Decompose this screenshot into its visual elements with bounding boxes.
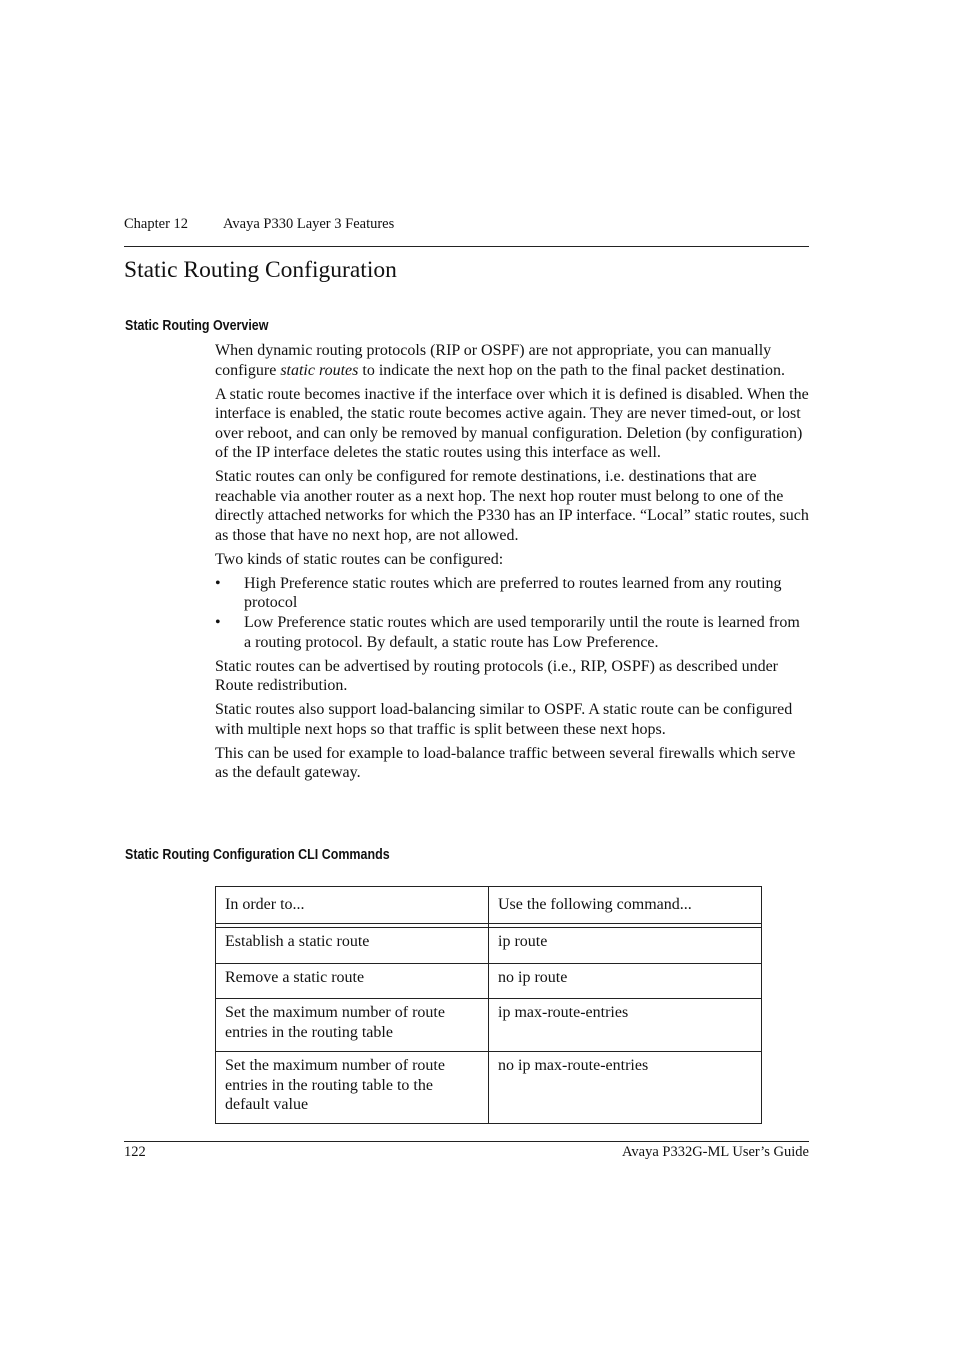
table-row — [216, 1052, 762, 1124]
overview-paragraph-3: Static routes can only be configured for remote destinations, i.e. destinations that are reachable via another router as a next hop. The next hop router must belong to one of the directly attached networks for which the P330 has an IP interface. “Local” static routes, such as those that have no next hop, are not allowed. — [215, 468, 809, 544]
static-routes-term: static routes — [280, 361, 359, 379]
page-number: 122 — [124, 1144, 146, 1160]
table-header-row — [216, 887, 762, 924]
command-cell: no ip route — [489, 963, 762, 999]
overview-paragraph-1: When dynamic routing protocols (RIP or OSPF) are not appropriate, you can manually configure static routes to indicate the next hop on the path to the final packet destination. — [215, 342, 785, 379]
table-row — [216, 928, 762, 964]
route-kinds-list — [215, 574, 810, 653]
running-header — [124, 216, 808, 233]
task-cell: Remove a static route — [216, 963, 489, 999]
overview-body — [215, 341, 810, 787]
chapter-number: Chapter 12 — [124, 216, 189, 232]
column-header: In order to... — [216, 887, 489, 924]
overview-paragraph-5: Static routes can be advertised by routing protocols (i.e., RIP, OSPF) as described under Route redistribution. — [215, 657, 778, 694]
cli-command-table — [215, 886, 762, 1124]
overview-paragraph-6: Static routes also support load-balancing similar to OSPF. A static route can be configured with multiple next hops so that traffic is split between these next hops. — [215, 701, 793, 738]
guide-title: Avaya P332G-ML User’s Guide — [622, 1144, 809, 1160]
list-item: • High Preference static routes which are preferred to routes learned from any routing protocol — [215, 574, 782, 611]
chapter-title: Avaya P330 Layer 3 Features — [223, 216, 395, 232]
overview-paragraph-4: Two kinds of static routes can be configured: — [215, 550, 504, 568]
table-row — [216, 963, 762, 999]
column-header: Use the following command... — [489, 887, 762, 924]
task-cell: Set the maximum number of route entries in the routing table — [216, 999, 489, 1052]
list-item: • Low Preference static routes which are used temporarily until the route is learned from a routing protocol. By default, a static route has Low Preference. — [215, 614, 800, 651]
overview-paragraph-7: This can be used for example to load-balance traffic between several firewalls which serve as the default gateway. — [215, 744, 796, 781]
command-cell: ip route — [489, 928, 762, 964]
cli-heading: Static Routing Configuration CLI Commands — [125, 847, 390, 863]
task-cell: Establish a static route — [216, 928, 489, 964]
task-cell: Set the maximum number of route entries in the routing table to the default value — [216, 1052, 489, 1124]
bullet-icon: • — [215, 574, 221, 592]
footer-rule — [124, 1141, 809, 1142]
table-row — [216, 999, 762, 1052]
page-title: Static Routing Configuration — [124, 257, 397, 283]
command-cell: no ip max-route-entries — [489, 1052, 762, 1124]
header-rule — [124, 246, 809, 247]
command-cell: ip max-route-entries — [489, 999, 762, 1052]
overview-heading: Static Routing Overview — [125, 318, 269, 334]
overview-paragraph-2: A static route becomes inactive if the interface over which it is defined is disabled. When the interface is enabled, the static route becomes active again. They are never timed-out, or lost over reboot, and can only be removed by manual configuration. Deletion (by configuration) of the IP interface deletes the static routes using this interface as well. — [215, 385, 809, 461]
bullet-icon: • — [215, 614, 221, 631]
